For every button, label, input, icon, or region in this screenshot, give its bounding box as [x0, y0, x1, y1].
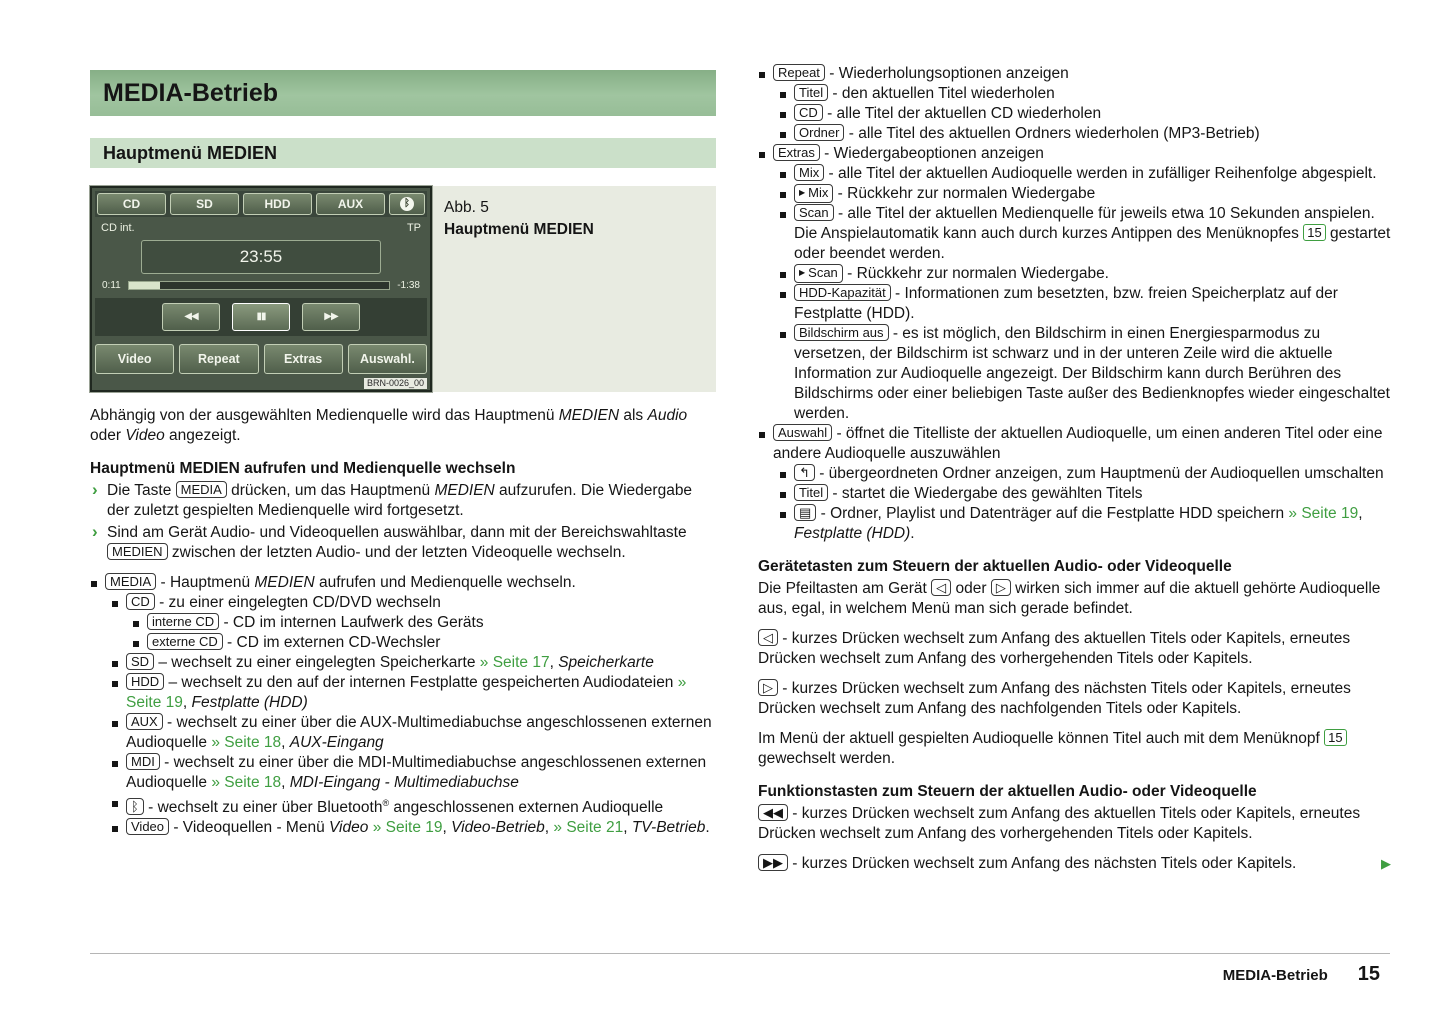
figure: [90, 186, 716, 392]
text: - Informationen zum besetzten, bzw. freien Speicherplatz auf der Festplatte (HDD).: [794, 285, 1338, 322]
keycap-titel: Titel: [794, 484, 828, 501]
bullet-item: [111, 593, 716, 613]
text: .: [910, 525, 915, 542]
screen-button: Auswahl.: [348, 344, 427, 374]
screen-elapsed-time: 0:11: [102, 280, 121, 291]
keycap-arrow-right: ▷: [758, 679, 778, 696]
bullet-item: [132, 633, 716, 653]
bluetooth-icon: ᛒ: [400, 197, 414, 211]
text: oder: [951, 580, 991, 597]
page-link[interactable]: » Seite 17: [479, 654, 550, 671]
text: – wechselt zu einer eingelegten Speicherkarte: [154, 654, 480, 671]
bullet-item: [111, 673, 716, 713]
keycap-cd: CD: [794, 104, 823, 121]
page-link[interactable]: » Seite 19: [372, 819, 443, 837]
bullet-item: [111, 818, 716, 838]
text: - Wiedergabeoptionen anzeigen: [819, 145, 1044, 162]
text: - startet die Wiedergabe des gewählten Titels: [828, 485, 1143, 502]
keycap-play-mix: ▶ Mix: [794, 184, 833, 203]
text: - CD im externen CD-Wechsler: [222, 634, 441, 651]
continuation-arrow-icon: ▶: [1381, 856, 1391, 871]
keycap-knob-15: 15: [1303, 224, 1325, 241]
italic-text: AUX-Eingang: [289, 734, 384, 751]
figure-label: Abb. 5: [444, 199, 489, 216]
keycap-video: Video: [126, 818, 169, 835]
keycap-folder-up: ↰: [794, 464, 815, 481]
keycap-bluetooth: ᛒ: [126, 798, 144, 815]
figure-code: BRN-0026_00: [364, 378, 427, 389]
keycap-scan: Scan: [794, 204, 834, 221]
text: gestartet oder beendet werden.: [794, 225, 1391, 262]
left-column: [90, 70, 716, 838]
screen-progress-fill: [129, 282, 160, 289]
text: gewechselt werden.: [758, 750, 895, 767]
page-link[interactable]: » Seite 19: [126, 674, 687, 711]
text: - es ist möglich, den Bildschirm in einen Energiesparmodus zu versetzen, der Bildschirm ist schwarz und in der unteren Zeile wird die aktuelle Information zur Audioquelle angezeigt. Der Bildschirm kann durch Berühren des Bildschirms oder einer beliebigen Taste außer des Bedienknopfes wieder eingeschaltet werden.: [794, 325, 1390, 422]
text: - Rückkehr zur normalen Wiedergabe.: [842, 265, 1109, 282]
text: - wechselt zu einer über die MDI-Multimediabuchse angeschlossenen externen Audioquelle: [126, 754, 707, 791]
text: angezeigt.: [164, 427, 241, 444]
screen-tab: HDD: [243, 193, 312, 215]
text: oder: [90, 427, 126, 444]
text: - alle Titel der aktuellen CD wiederholen: [822, 105, 1102, 122]
italic-text: Audio: [647, 407, 688, 424]
step-list: [90, 481, 716, 563]
bullet-item: [779, 324, 1391, 424]
text: - kurzes Drücken wechselt zum Anfang des nächsten Titels oder Kapitels.: [788, 855, 1297, 872]
italic-text: Festplatte (HDD): [794, 525, 911, 542]
bullet-item: [132, 613, 716, 633]
skip-back-paragraph: [758, 804, 1391, 844]
italic-text: MEDIEN: [254, 574, 315, 591]
bullet-item: [111, 713, 716, 753]
infotainment-screenshot: [90, 186, 432, 392]
text: wirken sich immer auf die aktuell gehörte Audioquelle aus, egal, in welchem Menü man sich gerade befindet.: [758, 580, 1381, 617]
bullet-item: [779, 484, 1391, 504]
bullet-item: [779, 464, 1391, 484]
text: - kurzes Drücken wechselt zum Anfang des aktuellen Titels oder Kapitels, erneutes Drücken wechselt zum Anfang des vorhergehenden Titels oder Kapitels.: [758, 805, 1361, 842]
italic-text: MDI-Eingang - Multimediabuchse: [289, 774, 519, 791]
bullet-item: [779, 184, 1391, 204]
bullet-item: [779, 124, 1391, 144]
text: angeschlossenen externen Audioquelle: [389, 799, 664, 817]
screen-playback-controls: [95, 298, 427, 336]
footer-rule: [90, 953, 1390, 954]
screen-button-row: [95, 344, 427, 374]
italic-text: Video: [125, 427, 165, 444]
text: Abhängig von der ausgewählten Medienquelle wird das Hauptmenü: [90, 407, 559, 424]
screen-bluetooth-button: [389, 193, 425, 215]
keycap-hdd-kapazitaet: HDD-Kapazität: [794, 284, 891, 301]
keycap-ordner: Ordner: [794, 124, 844, 141]
keycap-skip-forward: ▶▶: [758, 854, 788, 871]
bullet-item: [758, 424, 1391, 464]
keycap-sd: SD: [126, 653, 154, 670]
screen-next-button: ▶▶: [302, 303, 360, 331]
bullet-item: [779, 84, 1391, 104]
text: - öffnet die Titelliste der aktuellen Audioquelle, um einen anderen Titel oder eine andere Audioquelle auszuwählen: [773, 425, 1383, 462]
screen-tab: CD: [97, 193, 166, 215]
superscript: ®: [382, 798, 390, 808]
keycap-auswahl: Auswahl: [773, 424, 832, 441]
play-icon: ▶: [799, 268, 806, 277]
italic-text: MEDIEN: [558, 407, 620, 424]
text: - den aktuellen Titel wiederholen: [828, 85, 1055, 102]
italic-text: MEDIEN: [434, 482, 495, 499]
bullet-item: [90, 573, 716, 593]
italic-text: Speicherkarte: [558, 654, 654, 671]
text: ,: [544, 819, 554, 837]
text: - Videoquellen - Menü: [169, 819, 329, 837]
screen-tabs: [97, 193, 385, 215]
step-item: [90, 481, 716, 521]
bullet-item: [758, 64, 1391, 84]
screen-button: Repeat: [179, 344, 258, 374]
bullet-item: [779, 264, 1391, 284]
screen-pause-button: ▮▮: [232, 303, 290, 331]
keycap-medien: MEDIEN: [107, 543, 168, 560]
bullet-item: [111, 753, 716, 793]
text: – wechselt zu den auf der internen Festplatte gespeicherten Audiodateien: [164, 674, 678, 691]
text: - Wiederholungsoptionen anzeigen: [824, 65, 1069, 82]
screen-clock: 23:55: [141, 240, 381, 274]
keycap-skip-back: ◀◀: [758, 804, 788, 821]
keycap-hdd: HDD: [126, 673, 164, 690]
keycap-arrow-right: ▷: [991, 579, 1011, 596]
section-title: Hauptmenü MEDIEN: [90, 138, 716, 168]
screen-button: Extras: [264, 344, 343, 374]
bullet-item: [779, 204, 1391, 264]
text: - zu einer eingelegten CD/DVD wechseln: [154, 594, 441, 611]
page-footer: [1223, 964, 1380, 986]
keycap-media: MEDIA: [176, 481, 227, 498]
text: - Hauptmenü: [156, 574, 255, 591]
screen-source-label: CD int.: [101, 222, 135, 234]
bullet-item: [111, 653, 716, 673]
text: ,: [281, 774, 290, 791]
keycap-cd: CD: [126, 593, 155, 610]
menu-knob-paragraph: [758, 729, 1391, 769]
text: - wechselt zu einer über Bluetooth: [143, 799, 383, 817]
keycap-mdi: MDI: [126, 753, 160, 770]
text: .: [705, 819, 710, 837]
text: - kurzes Drücken wechselt zum Anfang des nächsten Titels oder Kapitels, erneutes Drücken wechselt zum Anfang des nachfolgenden Titels oder Kapitels.: [758, 680, 1351, 717]
text: Im Menü der aktuell gespielten Audioquelle können Titel auch mit dem Menüknopf: [758, 730, 1325, 747]
screen-button: Video: [95, 344, 174, 374]
text: - alle Titel der aktuellen Audioquelle werden in zufälliger Reihenfolge abgespielt.: [824, 165, 1377, 182]
text: - Ordner, Playlist und Datenträger auf die Festplatte HDD speichern: [816, 505, 1289, 522]
keycap-mix: Mix: [794, 164, 824, 181]
keycap-knob-15: 15: [1324, 729, 1346, 746]
text: - kurzes Drücken wechselt zum Anfang des aktuellen Titels oder Kapitels, erneutes Drücken wechselt zum Anfang des vorhergehenden Titels oder Kapitels.: [758, 630, 1351, 667]
italic-text: Video-Betrieb: [451, 819, 545, 837]
keycap-play-scan: ▶ Scan: [794, 264, 843, 283]
subheading-device-keys: Gerätetasten zum Steuern der aktuellen Audio- oder Videoquelle: [758, 558, 1232, 575]
footer-page-number: 15: [1357, 963, 1380, 985]
screen-tab: SD: [170, 193, 239, 215]
bullet-item: [779, 104, 1391, 124]
keycap-arrow-left: ◁: [931, 579, 951, 596]
page-link[interactable]: » Seite 19: [1288, 505, 1359, 522]
italic-text: Video: [329, 819, 369, 837]
page-link[interactable]: » Seite 18: [211, 734, 282, 751]
bullet-item: [111, 793, 716, 818]
text: ,: [182, 694, 192, 711]
arrow-right-paragraph: [758, 679, 1391, 719]
subheading-function-keys: Funktionstasten zum Steuern der aktuellen Audio- oder Videoquelle: [758, 783, 1257, 800]
text: als: [619, 407, 648, 424]
screen-tab: AUX: [316, 193, 385, 215]
text: - übergeordneten Ordner anzeigen, zum Hauptmenü der Audioquellen umschalten: [814, 465, 1384, 482]
keycap-externe-cd: externe CD: [147, 633, 223, 650]
italic-text: TV-Betrieb: [631, 819, 706, 837]
screen-info-row: [101, 222, 421, 234]
text: - alle Titel des aktuellen Ordners wiederholen (MP3-Betrieb): [844, 125, 1260, 142]
text: Die Taste: [107, 482, 176, 499]
bullet-item: [779, 504, 1391, 544]
keycap-interne-cd: interne CD: [147, 613, 219, 630]
text: Sind am Gerät Audio- und Videoquellen auswählbar, dann mit der Bereichswahltaste: [107, 524, 687, 541]
screen-progress-row: [102, 280, 420, 291]
text: zwischen der letzten Audio- und der letzten Videoquelle wechseln.: [167, 544, 626, 561]
text: - wechselt zu einer über die AUX-Multimediabuchse angeschlossenen externen Audioquelle: [126, 714, 712, 751]
italic-text: Festplatte (HDD): [191, 694, 308, 711]
device-keys-paragraph: [758, 579, 1391, 619]
chapter-title: MEDIA-Betrieb: [90, 70, 716, 116]
text: aufzurufen. Die Wiedergabe der zuletzt gespielten Medienquelle wird fortgesetzt.: [107, 482, 693, 519]
keycap-bildschirm-aus: Bildschirm aus: [794, 324, 889, 341]
text: aufrufen und Medienquelle wechseln.: [314, 574, 576, 591]
footer-chapter-label: MEDIA-Betrieb: [1222, 967, 1328, 984]
text: ,: [442, 819, 452, 837]
screen-remaining-time: -1:38: [397, 280, 420, 291]
page-link[interactable]: » Seite 18: [211, 774, 282, 791]
keycap-titel: Titel: [794, 84, 828, 101]
screen-tab-row: [95, 191, 427, 217]
text: - Rückkehr zur normalen Wiedergabe: [833, 185, 1096, 202]
text: ,: [1358, 505, 1363, 522]
bullet-item: [779, 284, 1391, 324]
keycap-arrow-left: ◁: [758, 629, 778, 646]
text: Die Pfeiltasten am Gerät: [758, 580, 932, 597]
keycap-aux: AUX: [126, 713, 163, 730]
text: ,: [549, 654, 559, 671]
text: drücken, um das Hauptmenü: [226, 482, 435, 499]
keycap-media: MEDIA: [105, 573, 156, 590]
bullet-item: [758, 144, 1391, 164]
text: - CD im internen Laufwerk des Geräts: [219, 614, 484, 631]
subheading-open-menu: Hauptmenü MEDIEN aufrufen und Medienquelle wechseln: [90, 460, 516, 477]
text: ,: [623, 819, 632, 837]
intro-paragraph: [90, 406, 716, 446]
play-icon: ▶: [799, 188, 806, 197]
skip-forward-paragraph: [758, 854, 1391, 874]
bullet-list-left: [90, 573, 716, 838]
figure-caption-block: [444, 198, 594, 240]
bullet-list-right: [758, 64, 1391, 544]
screen-tp-label: TP: [406, 222, 421, 234]
screen-progress-bar: [128, 281, 390, 290]
arrow-left-paragraph: [758, 629, 1391, 669]
bullet-item: [779, 164, 1391, 184]
text: - alle Titel der aktuellen Medienquelle für jeweils etwa 10 Sekunden anspielen. Die Anspielautomatik kann auch durch kurzes Antippen des Menüknopfes: [794, 205, 1375, 242]
right-column: [758, 64, 1391, 874]
page-link[interactable]: » Seite 21: [553, 819, 624, 837]
keycap-extras: Extras: [773, 144, 820, 161]
step-item: [90, 523, 716, 563]
screen-prev-button: ◀◀: [162, 303, 220, 331]
keycap-save-to-hdd: ▤: [794, 504, 816, 521]
figure-caption: Hauptmenü MEDIEN: [444, 221, 594, 238]
text: ,: [281, 734, 290, 751]
keycap-repeat: Repeat: [773, 64, 825, 81]
